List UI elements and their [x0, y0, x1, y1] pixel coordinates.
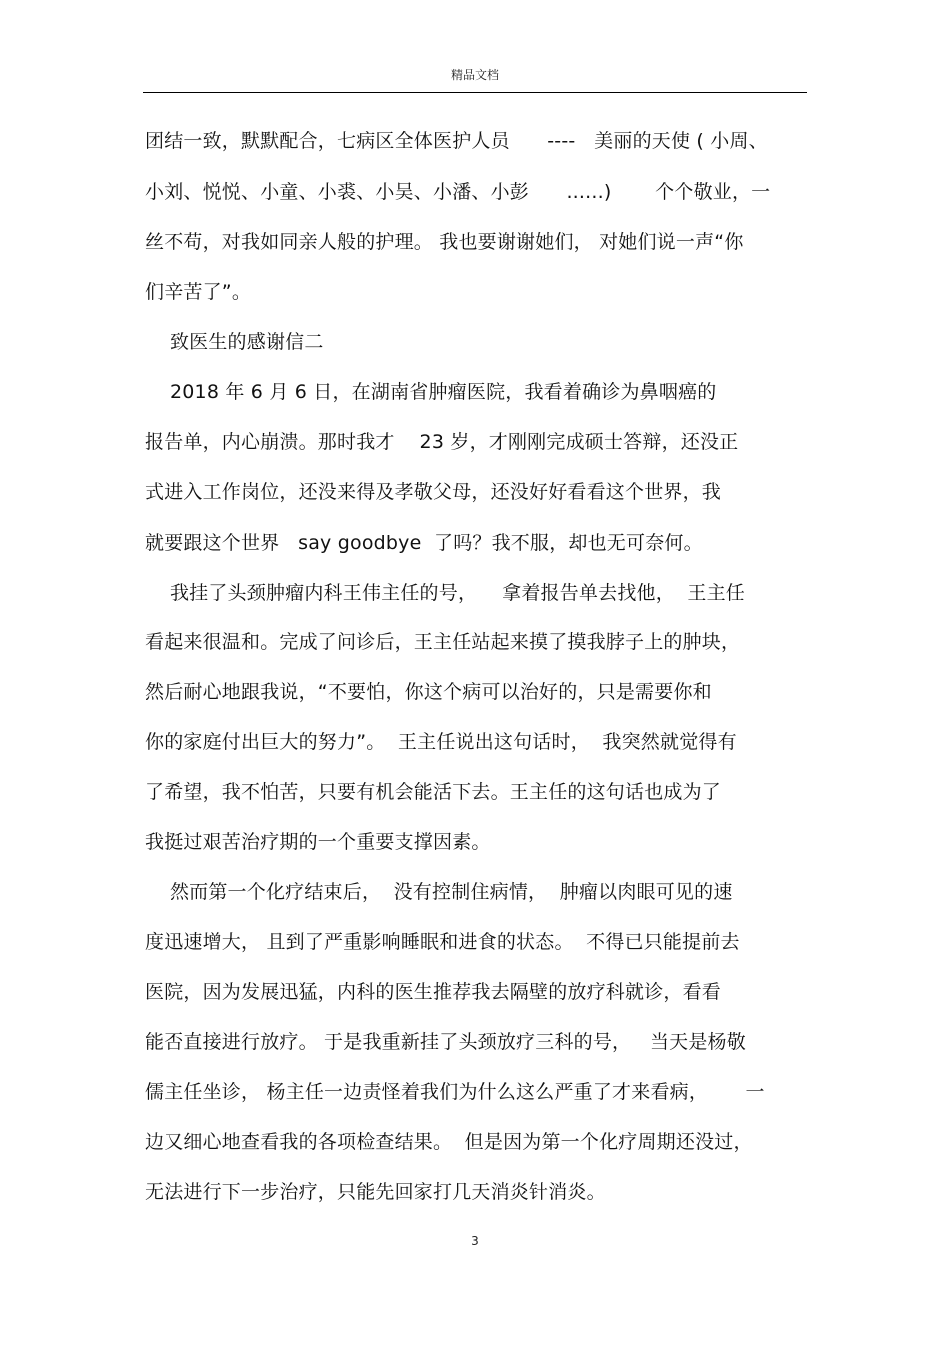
text-line: 丝不苟，对我如同亲人般的护理。 我也要谢谢她们， 对她们说一声“你	[145, 231, 744, 253]
text-line: 边又细心地查看我的各项检查结果。 但是因为第一个化疗周期还没过，	[145, 1131, 753, 1153]
text-line: 团结一致，默默配合，七病区全体医护人员 ---- 美丽的天使 ( 小周、	[145, 130, 768, 152]
text-line: 我挺过艰苦治疗期的一个重要支撑因素。	[145, 831, 491, 853]
section-heading: 致医生的感谢信二	[145, 331, 324, 353]
header-divider	[143, 92, 807, 93]
text-line: 们辛苦了”。	[145, 281, 252, 303]
text-line: 式进入工作岗位，还没来得及孝敬父母，还没好好看看这个世界，我	[145, 481, 722, 503]
page-header: 精品文档	[450, 68, 499, 82]
text-line: 然后耐心地跟我说，“不要怕，你这个病可以治好的，只是需要你和	[145, 681, 712, 703]
text-line: 看起来很温和。完成了问诊后，王主任站起来摸了摸我脖子上的肿块，	[145, 631, 741, 653]
text-line: 报告单，内心崩溃。那时我才 23 岁，才刚刚完成硕士答辩，还没正	[145, 431, 739, 453]
text-line: 儒主任坐诊， 杨主任一边责怪着我们为什么这么严重了才来看病， 一	[145, 1081, 765, 1103]
text-line: 你的家庭付出巨大的努力”。 王主任说出这句话时， 我突然就觉得有	[145, 731, 737, 753]
text-line: 度迅速增大， 且到了严重影响睡眠和进食的状态。 不得已只能提前去	[145, 931, 740, 953]
text-line: 无法进行下一步治疗，只能先回家打几天消炎针消炎。	[145, 1181, 606, 1203]
page-number: 3	[471, 1234, 479, 1248]
text-line: 能否直接进行放疗。 于是我重新挂了头颈放疗三科的号， 当天是杨敬	[145, 1031, 746, 1053]
text-line: 就要跟这个世界 say goodbye 了吗？我不服，却也无可奈何。	[145, 532, 703, 554]
text-line: 医院，因为发展迅猛，内科的医生推荐我去隔壁的放疗科就诊，看看	[145, 981, 722, 1003]
text-line: 小刘、悦悦、小童、小裘、小吴、小潘、小彭 ......) 个个敬业，一	[145, 181, 771, 203]
text-line: 了希望，我不怕苦，只要有机会能活下去。王主任的这句话也成为了	[145, 781, 722, 803]
text-line: 2018 年 6 月 6 日，在湖南省肿瘤医院，我看着确诊为鼻咽癌的	[145, 381, 717, 403]
text-line: 然而第一个化疗结束后， 没有控制住病情， 肿瘤以肉眼可见的速	[145, 881, 733, 903]
text-line: 我挂了头颈肿瘤内科王伟主任的号， 拿着报告单去找他， 王主任	[145, 582, 745, 604]
